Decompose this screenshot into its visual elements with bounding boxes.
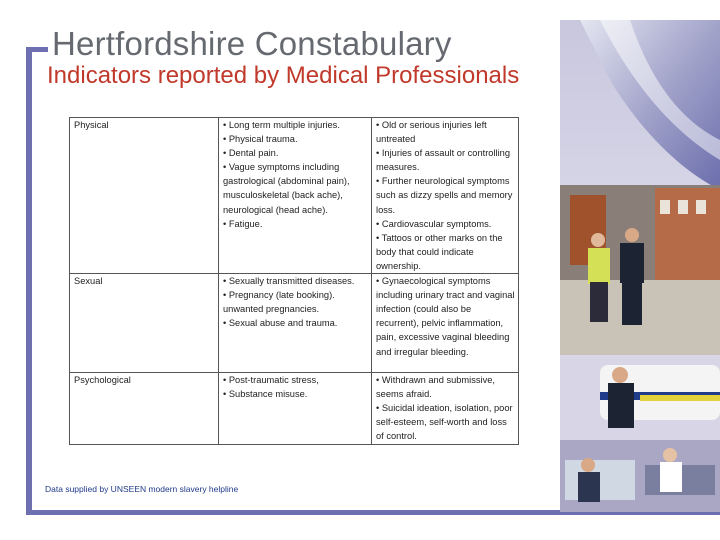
list-item: • Sexual abuse and trauma.	[222, 318, 338, 329]
category-cell: Sexual	[70, 274, 219, 373]
table-row-psychological	[70, 373, 519, 444]
data-source-note: Data supplied by UNSEEN modern slavery helpline	[45, 484, 239, 494]
list-item: • Further neurological symptoms such as dizzy spells and memory loss.	[376, 176, 513, 215]
list-item: • Old or serious injuries left untreated	[376, 120, 487, 145]
additional-indicators-cell	[372, 373, 519, 444]
category-cell: Physical	[70, 118, 219, 274]
table-row-sexual	[70, 274, 519, 373]
category-cell: Psychological	[70, 373, 219, 444]
list-item: • Substance misuse.	[222, 389, 308, 400]
list-item: • Fatigue.	[222, 218, 263, 229]
slide-title: Indicators reported by Medical Professionals	[47, 62, 520, 89]
professional-indicators-cell	[218, 274, 371, 373]
list-item: • Sexually transmitted diseases.	[222, 276, 355, 287]
list-item: • Physical trauma.	[222, 134, 298, 145]
indicators-table	[69, 117, 519, 445]
photo-collage-graphic	[560, 20, 720, 512]
police-photo-collage	[560, 20, 720, 512]
list-item: • Post-traumatic stress,	[222, 375, 319, 386]
list-item: • Long term multiple injuries.	[222, 120, 340, 130]
list-item: • Pregnancy (late booking). unwanted pregnancies.	[222, 290, 335, 315]
list-item: • Dental pain.	[222, 148, 279, 159]
list-item: • Gynaecological symptoms including urinary tract and vaginal infection (could also be recurrent), pelvic inflammation, pain, excessive vaginal bleeding and irregular bleeding.	[376, 276, 515, 357]
list-item: • Injuries of assault or controlling measures.	[376, 148, 511, 173]
professional-indicators-cell	[218, 373, 371, 444]
list-item: • Withdrawn and submissive, seems afraid.	[376, 375, 496, 400]
org-name-heading: Hertfordshire Constabulary	[52, 25, 452, 62]
professional-indicators-cell	[218, 118, 371, 274]
list-item: • Suicidal ideation, isolation, poor self-esteem, self-worth and loss of control.	[376, 403, 513, 442]
list-item: • Cardiovascular symptoms.	[376, 218, 492, 229]
additional-indicators-cell	[372, 118, 519, 274]
frame-left-accent	[26, 47, 32, 512]
additional-indicators-cell	[372, 274, 519, 373]
list-item: • Vague symptoms including gastrological (abdominal pain), musculoskeletal (back ache), neurological (head ache).	[222, 162, 350, 215]
list-item: • Tattoos or other marks on the body that could indicate ownership.	[376, 232, 503, 271]
table-row-physical	[70, 118, 519, 274]
